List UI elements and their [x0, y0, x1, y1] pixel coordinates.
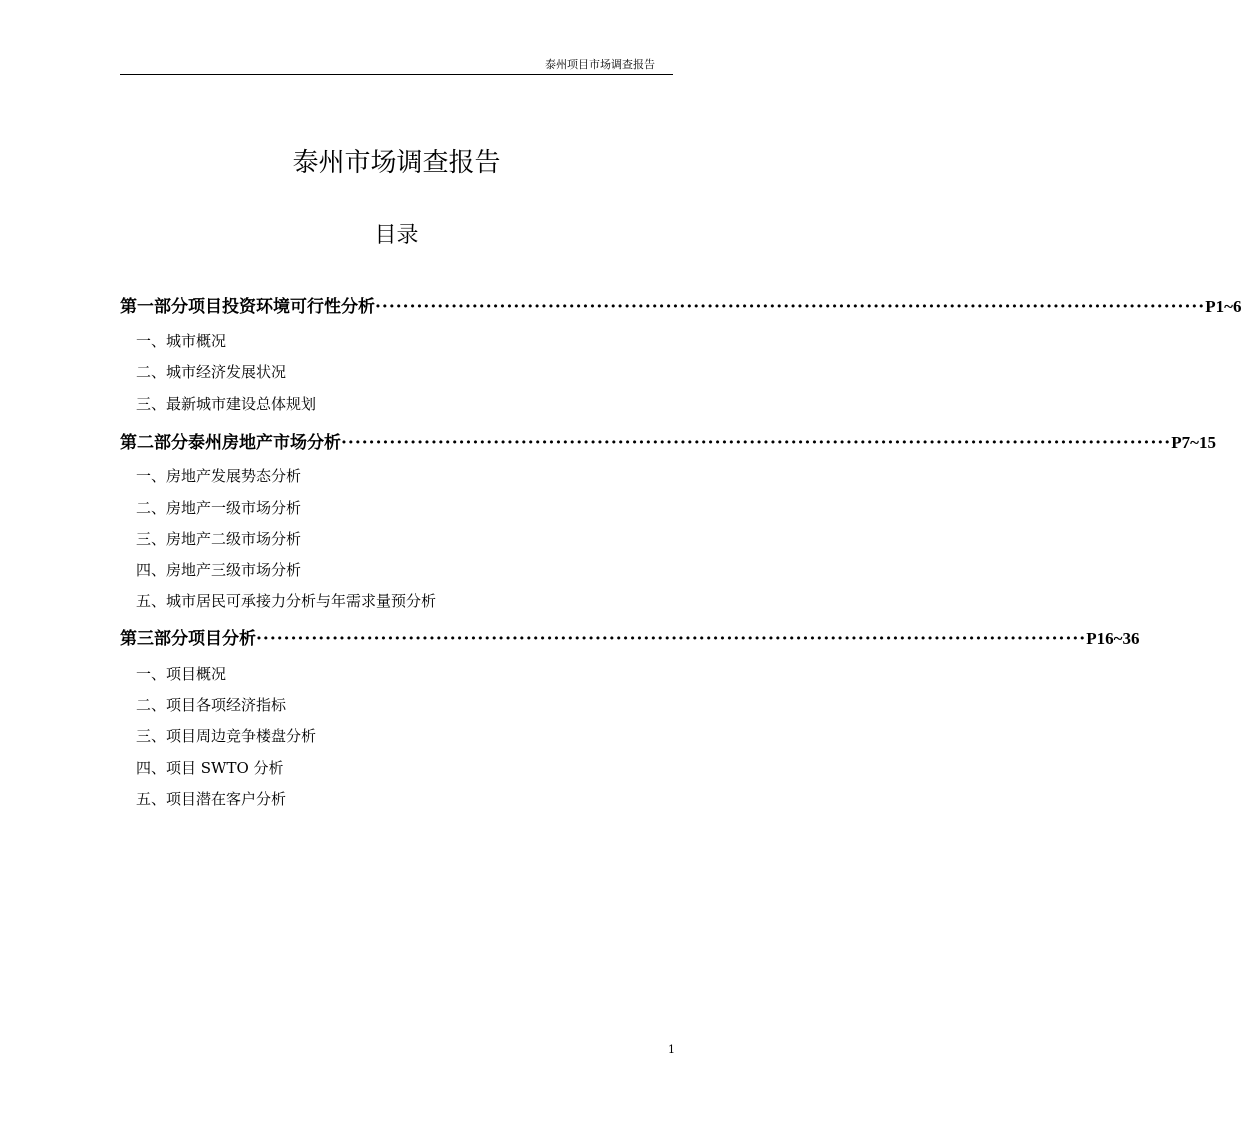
toc-subitem[interactable]: 二、项目各项经济指标	[136, 696, 287, 714]
dot-leader: ························································································································	[256, 629, 1087, 649]
section-name: 项目分析	[188, 629, 256, 649]
page-number: 1	[668, 1043, 675, 1056]
toc-section-entry[interactable]	[120, 428, 1216, 453]
section-part: 第一部分	[120, 297, 188, 317]
dot-leader: ························································································································	[375, 297, 1206, 317]
toc-subitem[interactable]: 三、房地产二级市场分析	[136, 530, 302, 548]
dot-leader: ························································································································	[341, 433, 1172, 453]
toc-subitem[interactable]: 三、项目周边竞争楼盘分析	[136, 727, 317, 745]
header-rule	[120, 74, 673, 75]
toc-subitem[interactable]: 四、房地产三级市场分析	[136, 561, 302, 579]
toc-subitem[interactable]: 一、房地产发展势态分析	[136, 467, 302, 485]
toc-subitem[interactable]: 五、城市居民可承接力分析与年需求量预分析	[136, 592, 437, 610]
toc-subitem[interactable]: 二、城市经济发展状况	[136, 363, 287, 381]
section-name: 泰州房地产市场分析	[188, 433, 341, 453]
running-header: 泰州项目市场调查报告	[545, 58, 655, 71]
toc-subitem[interactable]: 四、项目 SWTO 分析	[136, 759, 284, 777]
toc-section-entry[interactable]	[120, 624, 1140, 649]
section-part: 第二部分	[120, 433, 188, 453]
document-title: 泰州市场调查报告	[292, 148, 501, 178]
toc-subitem[interactable]: 二、房地产一级市场分析	[136, 499, 302, 517]
section-name: 项目投资环境可行性分析	[188, 297, 375, 317]
section-pages: P7~15	[1171, 433, 1216, 452]
toc-subitem[interactable]: 三、最新城市建设总体规划	[136, 395, 317, 413]
toc-subitem[interactable]: 一、城市概况	[136, 332, 227, 350]
section-pages: P1~6	[1205, 297, 1241, 316]
toc-section-entry[interactable]	[120, 292, 1241, 317]
section-part: 第三部分	[120, 629, 188, 649]
toc-subitem[interactable]: 五、项目潜在客户分析	[136, 790, 287, 808]
toc-subitem[interactable]: 一、项目概况	[136, 665, 227, 683]
section-pages: P16~36	[1086, 629, 1140, 648]
toc-heading: 目录	[374, 223, 419, 248]
